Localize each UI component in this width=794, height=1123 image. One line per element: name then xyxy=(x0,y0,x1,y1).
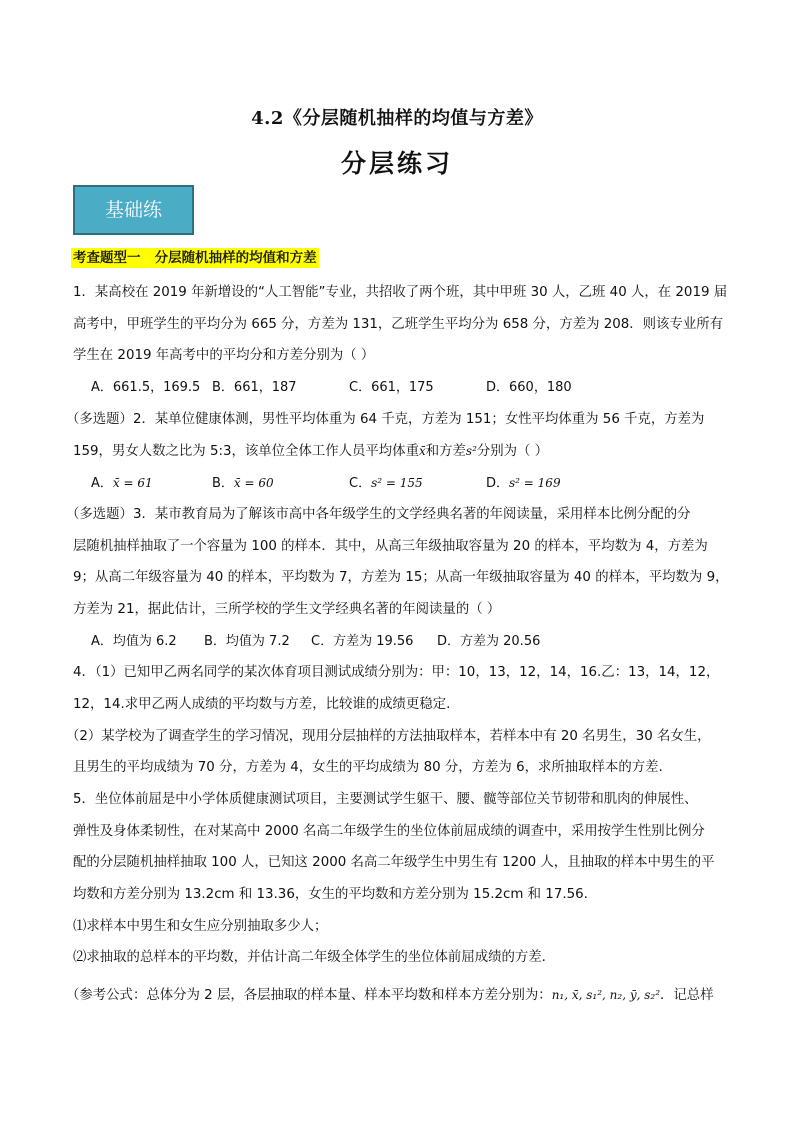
q5-reference-text-b: ．记总样 xyxy=(660,988,714,1003)
q1-option-b: B．661，187 xyxy=(212,380,297,395)
q3-line-2: 层随机抽样抽取了一个容量为 100 的样本．其中，从高三年级抽取容量为 20 的样本，平均数为 4，方差为 xyxy=(73,539,708,554)
q1-line-3: 学生在 2019 年高考中的平均分和方差分别为（ ） xyxy=(73,348,375,363)
q4-line-4: 且男生的平均成绩为 70 分，方差为 4，女生的平均成绩为 80 分，方差为 6，求所抽取样本的方差. xyxy=(73,760,663,775)
document-subtitle: 分层练习 xyxy=(340,149,453,178)
q2-option-b-label: B． xyxy=(212,476,234,491)
q2-option-c-formula: s² = 155 xyxy=(371,476,423,490)
q1-line-1: 1．某高校在 2019 年新增设的“人工智能”专业，共招收了两个班，其中甲班 30 人，乙班 40 人，在 2019 届 xyxy=(73,285,728,300)
q2-line-1: （多选题）2．某单位健康体测，男性平均体重为 64 千克，方差为 151；女性平均体重为 56 千克，方差为 xyxy=(66,412,705,427)
q2-option-c-label: C． xyxy=(349,476,372,491)
q2-line-2-text-a: 159，男女人数之比为 5:3，该单位全体工作人员平均体重 xyxy=(73,444,419,459)
q5-line-4: 均数和方差分别为 13.2cm 和 13.36，女生的平均数和方差分别为 15.2cm 和 17.56. xyxy=(73,887,588,902)
q2-line-2 xyxy=(73,442,548,461)
document-title: 4.2《分层随机抽样的均值与方差》 xyxy=(251,108,543,129)
q3-line-1: （多选题）3．某市教育局为了解该市高中各年级学生的文学经典名著的年阅读量，采用样本比例分配的分 xyxy=(66,507,691,522)
q1-option-c: C．661，175 xyxy=(349,380,434,395)
q3-option-b: B．均值为 7.2 xyxy=(204,634,290,649)
q1-option-a: A．661.5，169.5 xyxy=(91,380,201,395)
q4-line-1: 4．（1）已知甲乙两名同学的某次体育项目测试成绩分别为：甲：10，13，12，14，16.乙：13，14，12， xyxy=(73,665,720,680)
q2-mean-symbol: x̄ xyxy=(418,444,426,458)
q5-line-1: 5．坐位体前屈是中小学体质健康测试项目，主要测试学生躯干、腰、髋等部位关节韧带和肌肉的伸展性、 xyxy=(73,792,698,807)
q5-sub-question-2: ⑵求抽取的总样本的平均数，并估计高二年级全体学生的坐位体前屈成绩的方差. xyxy=(73,950,546,965)
q2-option-b-formula: x̄ = 60 xyxy=(233,476,274,490)
q1-line-2: 高考中，甲班学生的平均分为 665 分，方差为 131，乙班学生平均分为 658 分，方差为 208．则该专业所有 xyxy=(73,317,724,332)
q3-option-c: C．方差为 19.56 xyxy=(311,634,414,649)
q5-reference-formula xyxy=(66,986,714,1005)
q2-option-d xyxy=(486,474,561,493)
q5-sub-question-1: ⑴求样本中男生和女生应分别抽取多少人； xyxy=(73,919,328,934)
q2-option-d-formula: s² = 169 xyxy=(509,476,561,490)
q5-line-2: 弹性及身体柔韧性，在对某高中 2000 名高二年级学生的坐位体前屈成绩的调查中，采用按学生性别比例分 xyxy=(73,824,705,839)
q2-variance-symbol: s² xyxy=(465,444,477,458)
q3-line-4: 方差为 21，据此估计，三所学校的学生文学经典名著的年阅读量的（ ） xyxy=(73,602,501,617)
q1-option-d: D．660，180 xyxy=(486,380,572,395)
q3-option-a: A．均值为 6.2 xyxy=(91,634,177,649)
q2-option-d-label: D． xyxy=(486,476,510,491)
q2-option-a-formula: x̄ = 61 xyxy=(112,476,153,490)
q3-option-d: D．方差为 20.56 xyxy=(437,634,541,649)
q2-option-b xyxy=(212,474,274,493)
section-badge: 基础练 xyxy=(73,185,194,235)
q5-reference-symbols: n₁, x̄, s₁², n₂, ȳ, s₂² xyxy=(551,988,661,1002)
q5-line-3: 配的分层随机抽样抽取 100 人，已知这 2000 名高二年级学生中男生有 1200 人，且抽取的样本中男生的平 xyxy=(73,855,715,870)
q3-line-3: 9；从高二年级容量为 40 的样本，平均数为 7，方差为 15；从高一年级抽取容量为 40 的样本，平均数为 9， xyxy=(73,570,729,585)
q4-line-2: 12，14.求甲乙两人成绩的平均数与方差，比较谁的成绩更稳定. xyxy=(73,697,451,712)
q2-line-2-text-b: 和方差 xyxy=(425,444,466,459)
q5-reference-text-a: （参考公式：总体分为 2 层，各层抽取的样本量、样本平均数和样本方差分别为： xyxy=(66,988,552,1003)
q2-option-c xyxy=(349,474,423,493)
q2-option-a xyxy=(91,474,153,493)
topic-heading: 考查题型一 分层随机抽样的均值和方差 xyxy=(73,250,317,266)
q4-line-3: （2）某学校为了调查学生的学习情况，现用分层抽样的方法抽取样本，若样本中有 20 名男生，30 名女生， xyxy=(66,729,711,744)
q2-line-2-text-c: 分别为（ ） xyxy=(476,444,549,459)
q2-option-a-label: A． xyxy=(91,476,113,491)
